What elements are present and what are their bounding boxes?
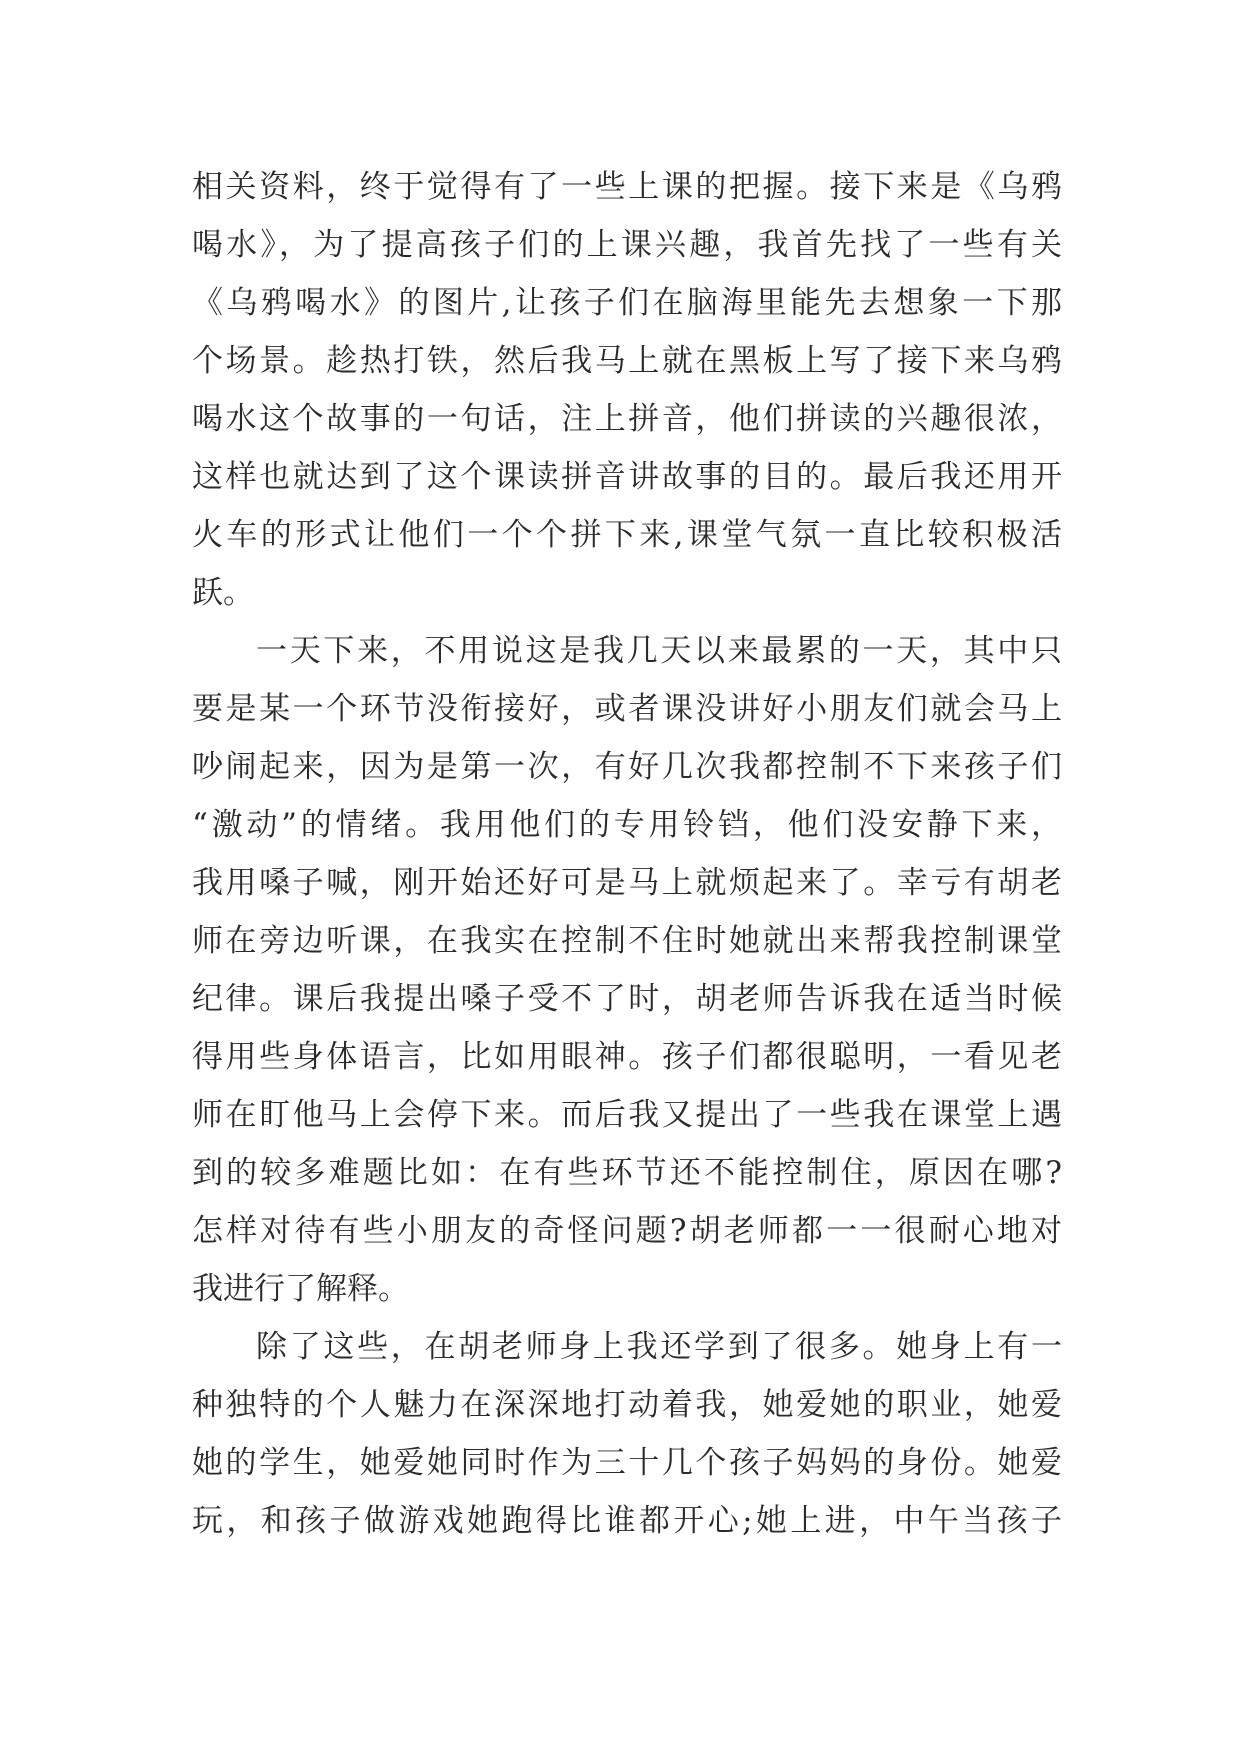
text-line: 我用嗓子喊，刚开始还好可是马上就烦起来了。幸亏有胡老 (192, 865, 1062, 901)
text-line: 一天下来，不用说这是我几天以来最累的一天，其中只 (256, 633, 1062, 669)
text-line: 师在盯他马上会停下来。而后我又提出了一些我在课堂上遇 (192, 1097, 1062, 1133)
text-line: “激动”的情绪。我用他们的专用铃铛，他们没安静下来， (192, 807, 1062, 843)
text-line: 得用些身体语言，比如用眼神。孩子们都很聪明，一看见老 (192, 1039, 1062, 1075)
body-text (192, 158, 1062, 1550)
text-line: 除了这些，在胡老师身上我还学到了很多。她身上有一 (256, 1329, 1062, 1365)
text-line: 个场景。趁热打铁，然后我马上就在黑板上写了接下来乌鸦 (192, 343, 1062, 379)
text-line: 这样也就达到了这个课读拼音讲故事的目的。最后我还用开 (192, 459, 1062, 495)
text-line: 要是某一个环节没衔接好，或者课没讲好小朋友们就会马上 (192, 691, 1062, 727)
text-line: 种独特的个人魅力在深深地打动着我，她爱她的职业，她爱 (192, 1387, 1062, 1423)
text-line: 她的学生，她爱她同时作为三十几个孩子妈妈的身份。她爱 (192, 1445, 1062, 1481)
text-line: 到的较多难题比如：在有些环节还不能控制住，原因在哪? (192, 1155, 1062, 1191)
text-line: 相关资料，终于觉得有了一些上课的把握。接下来是《乌鸦 (192, 169, 1062, 205)
text-line: 我进行了解释。 (192, 1271, 409, 1307)
text-line: 纪律。课后我提出嗓子受不了时，胡老师告诉我在适当时候 (192, 981, 1062, 1017)
text-line: 吵闹起来，因为是第一次，有好几次我都控制不下来孩子们 (192, 749, 1062, 785)
text-line: 喝水这个故事的一句话，注上拼音，他们拼读的兴趣很浓， (192, 401, 1062, 437)
text-line: 玩，和孩子做游戏她跑得比谁都开心;她上进，中午当孩子 (192, 1503, 1062, 1539)
text-line: 喝水》，为了提高孩子们的上课兴趣，我首先找了一些有关 (192, 227, 1062, 263)
text-line: 《乌鸦喝水》的图片,让孩子们在脑海里能先去想象一下那 (192, 285, 1062, 321)
text-line: 跃。 (192, 575, 254, 611)
text-line: 火车的形式让他们一个个拼下来,课堂气氛一直比较积极活 (192, 517, 1062, 553)
text-line: 师在旁边听课，在我实在控制不住时她就出来帮我控制课堂 (192, 923, 1062, 959)
text-line: 怎样对待有些小朋友的奇怪问题?胡老师都一一很耐心地对 (192, 1213, 1062, 1249)
